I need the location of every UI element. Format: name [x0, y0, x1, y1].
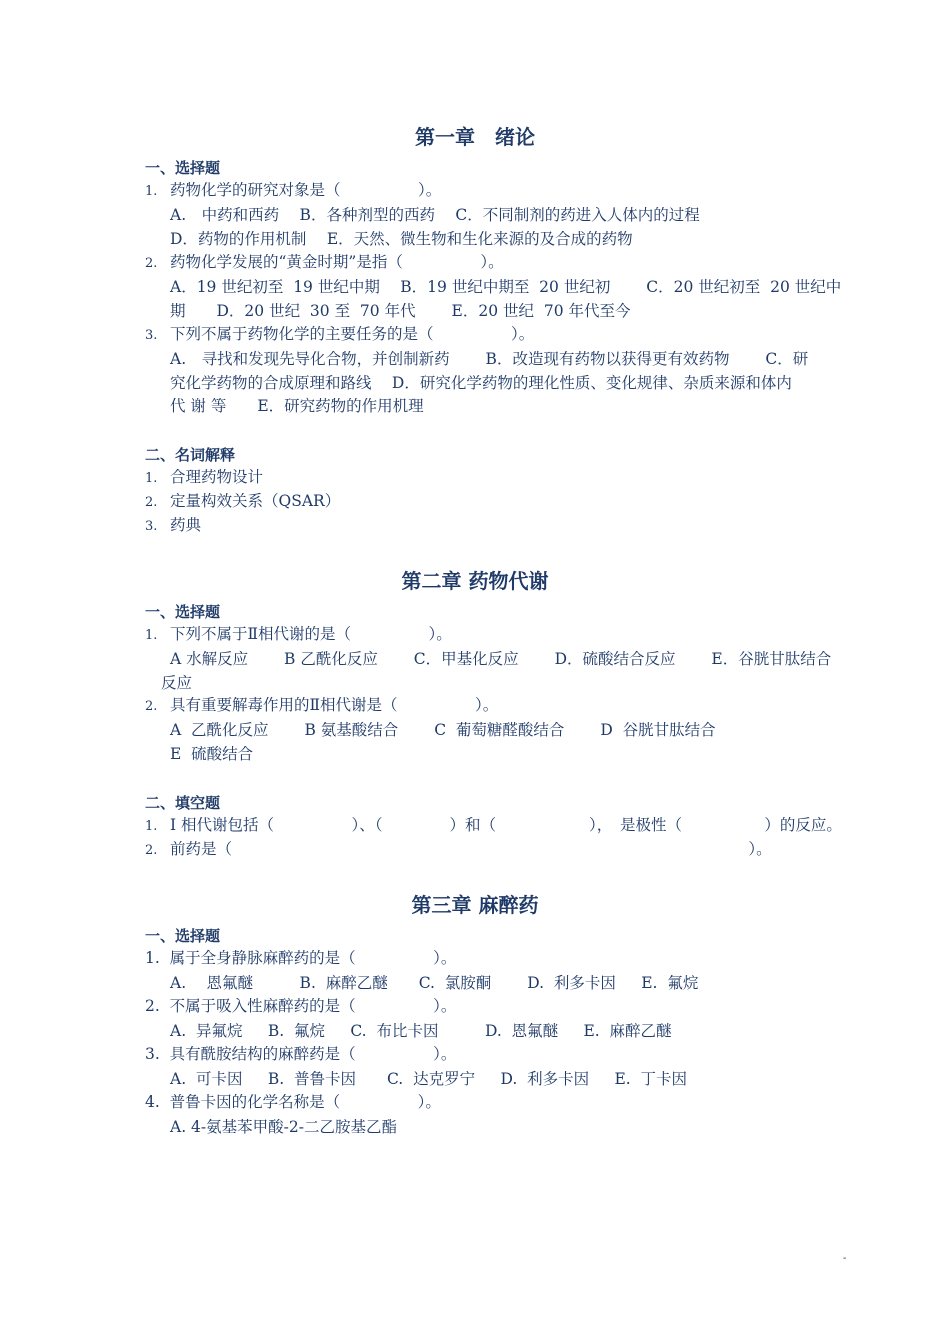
ch1-q1-stem: 药物化学的研究对象是（ ）。 — [170, 181, 442, 199]
ch2-fill-1: Ⅰ 相代谢包括（ ）、（ ）和（ ）， 是极性（ ）的反应。 — [170, 816, 842, 834]
ch2-q2-options-1: A 乙酰化反应 B 氨基酸结合 C 葡萄糖醛酸结合 D 谷胱甘肽结合 — [170, 721, 716, 739]
ch3-section-choice: 一、选择题 — [145, 927, 221, 945]
ch1-q3-options-1: A. 寻找和发现先导化合物，并创制新药 B．改造现有药物以获得更有效药物 C．研 — [170, 350, 809, 368]
page-footer-mark: - — [843, 1253, 847, 1264]
ch1-section-terms: 二、名词解释 — [145, 446, 236, 464]
ch2-q1-options-1: A 水解反应 B 乙酰化反应 C．甲基化反应 D．硫酸结合反应 E．谷胱甘肽结合 — [170, 650, 832, 668]
ch3-q3-stem: 3. 具有酰胺结构的麻醉药是（ ）。 — [145, 1045, 457, 1063]
ch1-q2-options-1: A．19 世纪初至 19 世纪中期 B．19 世纪中期至 20 世纪初 C．20 世纪初至 20 世纪中 — [170, 278, 842, 296]
ch1-q2-stem: 药物化学发展的“黄金时期”是指（ ）。 — [170, 253, 504, 271]
ch1-q2-number: 2. — [145, 256, 158, 271]
ch1-q3-options-2: 究化学药物的合成原理和路线 D．研究化学药物的理化性质、变化规律、杂质来源和体内 — [170, 374, 792, 392]
ch2-q2-stem: 具有重要解毒作用的Ⅱ相代谢是（ ）。 — [170, 696, 499, 714]
ch2-q1-number: 1. — [145, 628, 158, 643]
chapter-2-title: 第二章 药物代谢 — [401, 569, 549, 593]
ch1-q1-options-2: D．药物的作用机制 E．天然、微生物和生化来源的及合成的药物 — [170, 230, 633, 248]
ch2-fill-1-number: 1. — [145, 819, 158, 834]
chapter-1-title: 第一章 绪论 — [415, 125, 535, 149]
ch3-q4-options: A. 4-氨基苯甲酸-2-二乙胺基乙酯 — [170, 1118, 397, 1136]
ch2-q2-number: 2. — [145, 699, 158, 714]
ch1-term-2-number: 2. — [145, 495, 158, 510]
ch2-q2-options-2: E 硫酸结合 — [170, 745, 254, 763]
ch1-section-choice: 一、选择题 — [145, 159, 221, 177]
ch1-q3-options-3: 代 谢 等 E．研究药物的作用机理 — [170, 397, 424, 415]
ch1-q3-stem: 下列不属于药物化学的主要任务的是（ ）。 — [170, 325, 535, 343]
ch1-term-1-number: 1. — [145, 471, 158, 486]
ch2-fill-2-number: 2. — [145, 843, 158, 858]
ch1-q2-options-2: 期 D．20 世纪 30 至 70 年代 E．20 世纪 70 年代至今 — [170, 302, 631, 320]
ch3-q2-stem: 2. 不属于吸入性麻醉药的是（ ）。 — [145, 997, 457, 1015]
ch1-term-1: 合理药物设计 — [170, 468, 264, 486]
ch1-term-3: 药典 — [170, 516, 202, 534]
ch2-fill-2: 前药是（ ）。 — [170, 840, 772, 858]
ch3-q2-options: A. 异氟烷 B. 氟烷 C. 布比卡因 D. 恩氟醚 E. 麻醉乙醚 — [170, 1022, 672, 1040]
ch2-section-fill: 二、填空题 — [145, 794, 221, 812]
ch2-q1-options-2: 反应 — [161, 674, 193, 692]
ch1-term-2: 定量构效关系（QSAR） — [170, 492, 341, 510]
ch2-section-choice: 一、选择题 — [145, 603, 221, 621]
ch3-q4-stem: 4. 普鲁卡因的化学名称是（ ）。 — [145, 1093, 441, 1111]
ch2-q1-stem: 下列不属于Ⅱ相代谢的是（ ）。 — [170, 625, 452, 643]
ch3-q1-stem: 1. 属于全身静脉麻醉药的是（ ）。 — [145, 949, 457, 967]
ch3-q1-options: A. 恩氟醚 B. 麻醉乙醚 C. 氯胺酮 D. 利多卡因 E. 氟烷 — [170, 974, 699, 992]
chapter-3-title: 第三章 麻醉药 — [411, 893, 539, 917]
ch3-q3-options: A. 可卡因 B. 普鲁卡因 C. 达克罗宁 D. 利多卡因 E. 丁卡因 — [170, 1070, 688, 1088]
ch1-q1-number: 1. — [145, 184, 158, 199]
ch1-term-3-number: 3. — [145, 519, 158, 534]
ch1-q1-options-1: A. 中药和西药 B．各种剂型的西药 C．不同制剂的药进入人体内的过程 — [170, 206, 700, 224]
ch1-q3-number: 3. — [145, 328, 158, 343]
